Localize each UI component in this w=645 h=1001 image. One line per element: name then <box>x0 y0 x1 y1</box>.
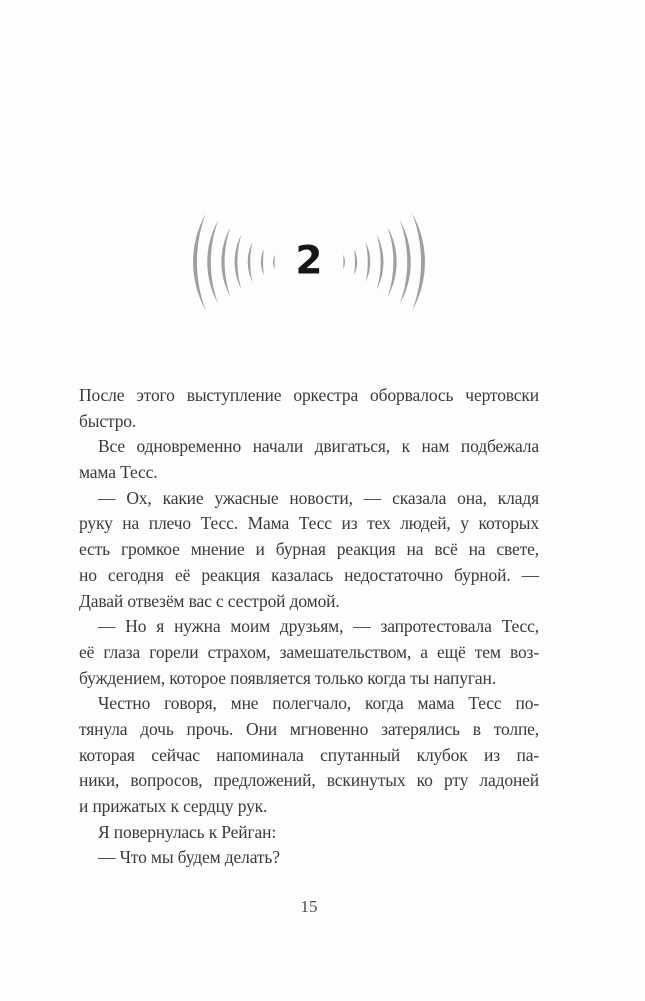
chapter-number: 2 <box>295 238 323 284</box>
paragraph <box>79 383 539 434</box>
text-line: мама Тесс. <box>79 462 158 483</box>
text-line: — Ох, какие ужасные новости, — сказала она, кладя <box>98 487 539 508</box>
page-number: 15 <box>300 897 318 916</box>
text-line: тянула дочь прочь. Они мгновенно затерялись в толпе, <box>79 718 539 739</box>
chapter-ornament <box>186 210 432 314</box>
text-line: — Что мы будем делать? <box>98 847 280 868</box>
text-line: буждением, которое появляется только когда ты напуган. <box>79 667 496 688</box>
paragraph <box>79 614 539 691</box>
body-text <box>79 383 539 871</box>
paragraph <box>79 845 539 871</box>
text-line: Я повернулась к Рейган: <box>98 821 277 842</box>
paragraph <box>79 486 539 614</box>
text-line: Честно говоря, мне полегчало, когда мама Тесс по- <box>98 693 539 714</box>
paragraph <box>79 691 539 819</box>
paragraph <box>79 820 539 846</box>
text-line: и прижатых к сердцу рук. <box>79 796 268 816</box>
text-line: но сегодня её реакция казалась недостаточно бурной. — <box>79 564 539 585</box>
text-line: которая сейчас напоминала спутанный клубок из па- <box>79 744 539 765</box>
text-line: есть громкое мнение и бурная реакция на всё на свете, <box>79 539 539 560</box>
text-line: руку на плечо Тесс. Мама Тесс из тех людей, у которых <box>79 513 539 534</box>
text-line: ники, вопросов, предложений, вскинутых ко рту ладоней <box>79 770 539 791</box>
text-line: — Но я нужна моим друзьям, — запротестовала Тесс, <box>98 616 539 637</box>
text-line: быстро. <box>79 410 137 431</box>
text-line: её глаза горели страхом, замешательством, а ещё тем воз- <box>79 641 539 662</box>
text-line: После этого выступление оркестра оборвалось чертовски <box>79 385 539 405</box>
text-line: Все одновременно начали двигаться, к нам подбежала <box>98 436 539 457</box>
paragraph <box>79 434 539 485</box>
text-line: Давай отвезём вас с сестрой домой. <box>79 590 340 611</box>
